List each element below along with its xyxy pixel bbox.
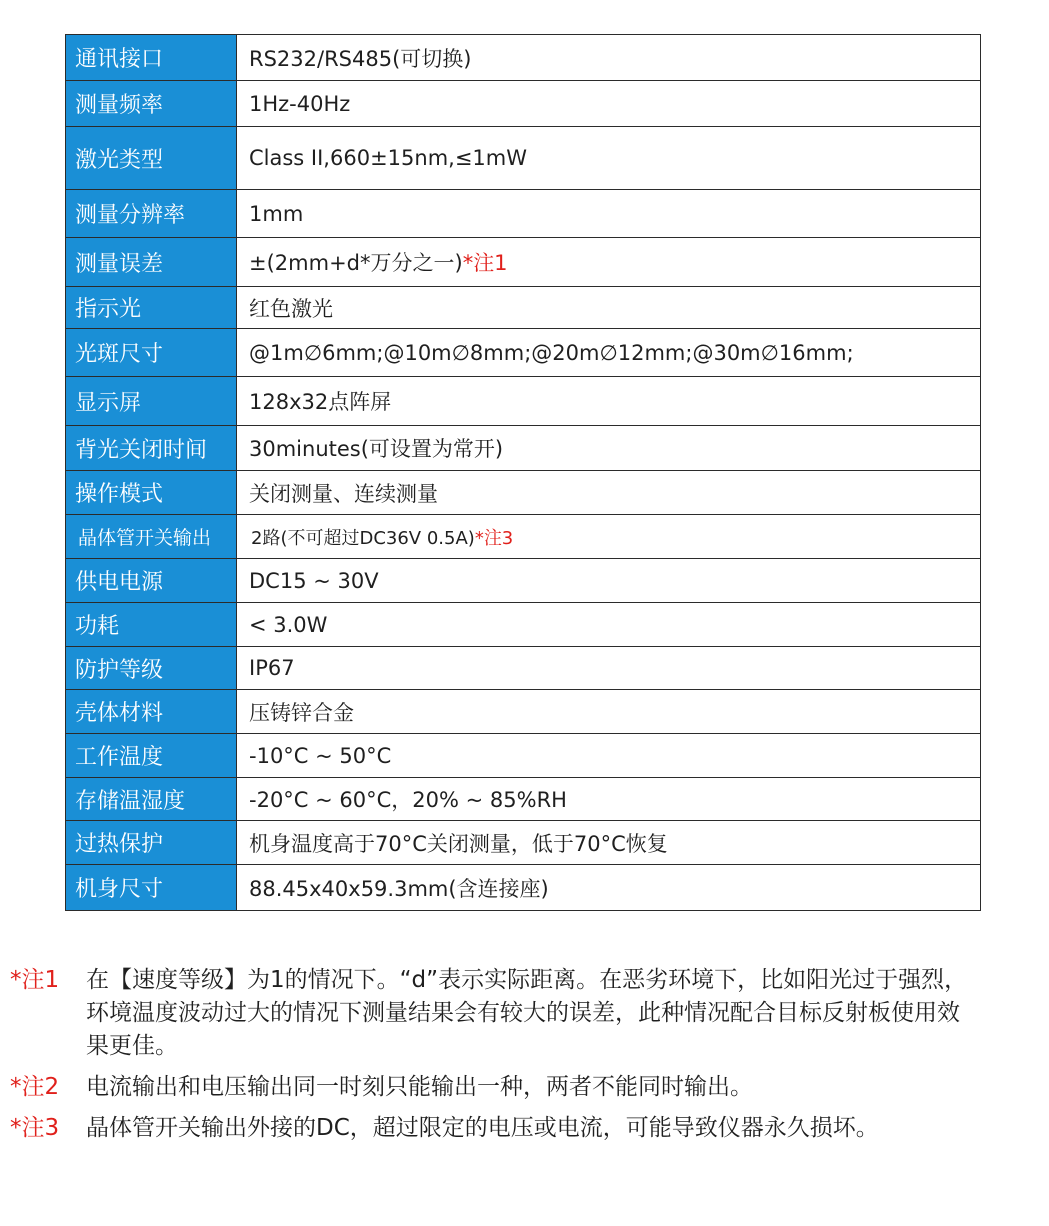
table-row xyxy=(66,865,981,911)
value-text: 2路(不可超过DC36V 0.5A) xyxy=(251,527,475,549)
footnote-label: *注2 xyxy=(10,1074,60,1100)
footnote-label: *注1 xyxy=(10,967,60,993)
table-row xyxy=(66,35,981,81)
row-key: 指示光 xyxy=(66,287,237,329)
table-row xyxy=(66,127,981,190)
row-key: 操作模式 xyxy=(66,471,237,515)
row-key: 通讯接口 xyxy=(66,35,237,81)
value-text: 压铸锌合金 xyxy=(249,700,354,725)
value-text: 128x32点阵屏 xyxy=(249,390,392,414)
table-row xyxy=(66,377,981,426)
table-row xyxy=(66,287,981,329)
table-row xyxy=(66,190,981,238)
row-value xyxy=(237,559,981,603)
table-row xyxy=(66,690,981,734)
value-text: 30minutes(可设置为常开) xyxy=(249,437,504,461)
footnote xyxy=(10,964,990,1063)
row-value xyxy=(237,127,981,190)
row-value xyxy=(237,377,981,426)
row-value xyxy=(237,734,981,778)
value-text: 红色激光 xyxy=(249,296,333,321)
footnote-text: 在【速度等级】为1的情况下。“d”表示实际距离。在恶劣环境下，比如阳光过于强烈，环境温度波动过大的情况下测量结果会有较大的误差，此种情况配合目标反射板使用效果更佳。 xyxy=(86,967,968,1059)
table-row xyxy=(66,821,981,865)
row-key: 显示屏 xyxy=(66,377,237,426)
row-key: 测量频率 xyxy=(66,81,237,127)
row-value xyxy=(237,865,981,911)
row-key: 测量误差 xyxy=(66,238,237,287)
row-key: 背光关闭时间 xyxy=(66,426,237,471)
row-value xyxy=(237,690,981,734)
row-key: 过热保护 xyxy=(66,821,237,865)
row-key: 壳体材料 xyxy=(66,690,237,734)
row-key: 存储温湿度 xyxy=(66,778,237,821)
value-text: < 3.0W xyxy=(249,612,328,637)
value-text: DC15 ~ 30V xyxy=(249,568,379,593)
row-value xyxy=(237,35,981,81)
row-key: 工作温度 xyxy=(66,734,237,778)
footnote xyxy=(10,1071,990,1104)
row-key: 供电电源 xyxy=(66,559,237,603)
footnote-text: 电流输出和电压输出同一时刻只能输出一种，两者不能同时输出。 xyxy=(86,1074,753,1100)
note-ref: *注1 xyxy=(462,251,508,275)
row-value xyxy=(237,426,981,471)
table-row xyxy=(66,426,981,471)
value-text: RS232/RS485(可切换) xyxy=(249,46,472,71)
value-text: 88.45x40x59.3mm(含连接座) xyxy=(249,876,549,901)
table-row xyxy=(66,329,981,377)
table-row xyxy=(66,471,981,515)
row-value xyxy=(237,190,981,238)
row-key: 激光类型 xyxy=(66,127,237,190)
row-key: 功耗 xyxy=(66,603,237,647)
row-value xyxy=(237,329,981,377)
value-text: -20°C ~ 60°C，20% ~ 85%RH xyxy=(249,788,567,812)
note-ref: *注3 xyxy=(474,527,514,549)
row-key: 晶体管开关输出 xyxy=(66,515,237,559)
value-text: IP67 xyxy=(249,656,295,680)
table-row xyxy=(66,559,981,603)
row-value xyxy=(237,603,981,647)
footnote xyxy=(10,1112,990,1145)
footnotes xyxy=(10,964,990,1153)
value-text: 1mm xyxy=(249,201,304,226)
row-value xyxy=(237,647,981,690)
value-text: 1Hz-40Hz xyxy=(249,91,351,116)
table-row xyxy=(66,647,981,690)
value-text: @1m∅6mm;@10m∅8mm;@20m∅12mm;@30m∅16mm; xyxy=(249,340,854,365)
row-value xyxy=(237,287,981,329)
row-key: 光斑尺寸 xyxy=(66,329,237,377)
row-key: 防护等级 xyxy=(66,647,237,690)
row-value xyxy=(237,778,981,821)
value-text: Class II,660±15nm,≤1mW xyxy=(249,146,528,170)
value-text: ±(2mm+d*万分之一) xyxy=(249,251,463,275)
row-value xyxy=(237,515,981,559)
row-value xyxy=(237,821,981,865)
table-row xyxy=(66,515,981,559)
row-key: 机身尺寸 xyxy=(66,865,237,911)
table-row xyxy=(66,81,981,127)
table-row xyxy=(66,238,981,287)
value-text: -10°C ~ 50°C xyxy=(249,743,392,768)
table-row xyxy=(66,734,981,778)
row-value xyxy=(237,471,981,515)
row-value xyxy=(237,81,981,127)
table-row xyxy=(66,778,981,821)
footnote-label: *注3 xyxy=(10,1115,60,1141)
footnote-text: 晶体管开关输出外接的DC，超过限定的电压或电流，可能导致仪器永久损坏。 xyxy=(86,1115,879,1141)
table-row xyxy=(66,603,981,647)
value-text: 关闭测量、连续测量 xyxy=(249,481,438,506)
row-key: 测量分辨率 xyxy=(66,190,237,238)
row-value xyxy=(237,238,981,287)
spec-table xyxy=(65,34,981,911)
value-text: 机身温度高于70°C关闭测量，低于70°C恢复 xyxy=(249,831,668,856)
